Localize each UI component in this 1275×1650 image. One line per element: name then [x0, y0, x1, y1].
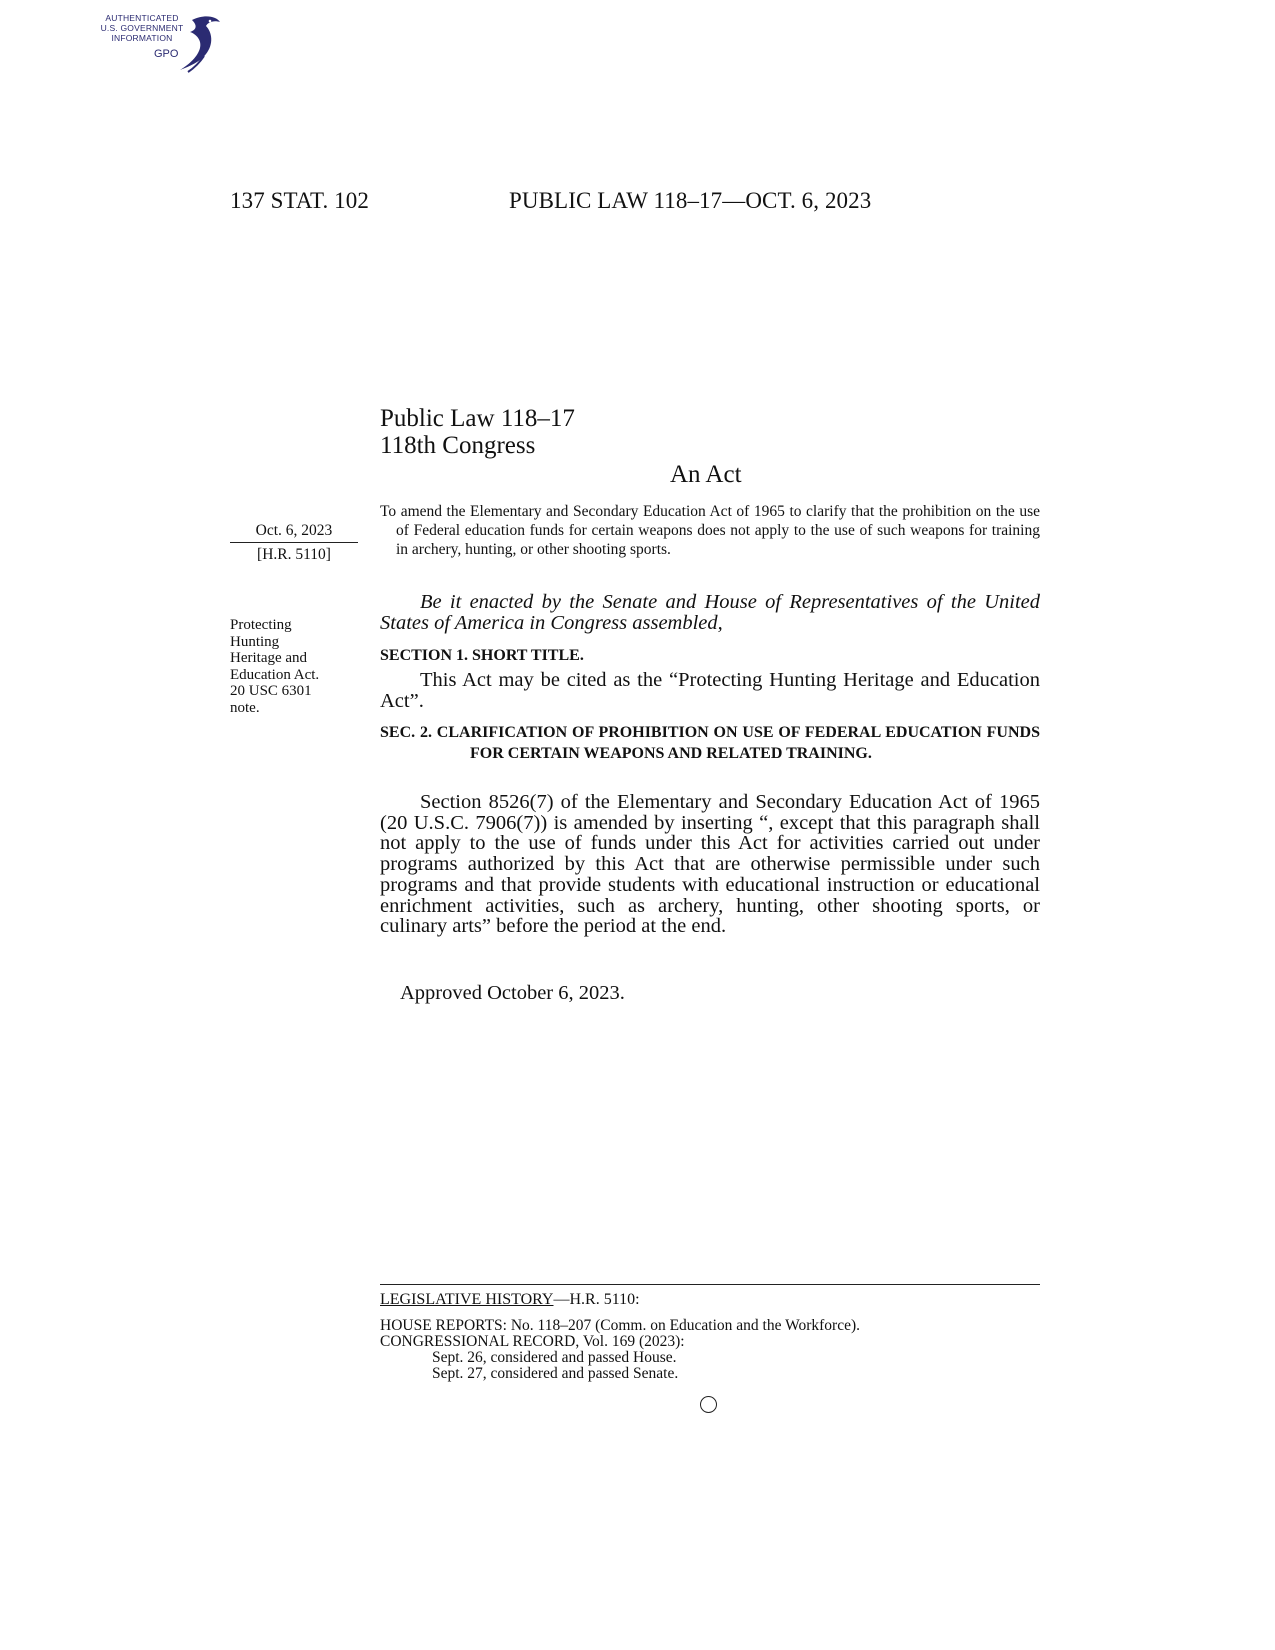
seal-line-1: AUTHENTICATED — [105, 13, 179, 23]
section-1-body: This Act may be cited as the “Protecting Hunting Heritage and Education Act”. — [380, 669, 1040, 712]
margin-date: Oct. 6, 2023 — [255, 522, 333, 539]
legislative-history-bill: —H.R. 5110: — [553, 1291, 640, 1308]
act-purpose: To amend the Elementary and Secondary Education Act of 1965 to clarify that the prohibition on the use of Federal education funds for certain weapons does not apply to the use of such weapons for training in archery, hunting, or other shooting sports. — [380, 503, 1040, 558]
margin-note-line: note. — [230, 699, 260, 716]
public-law-number: Public Law 118–17 — [380, 405, 575, 432]
margin-short-title-note — [230, 617, 360, 716]
seal-gpo-mark: GPO — [154, 48, 179, 60]
approval-date: Approved October 6, 2023. — [400, 982, 625, 1004]
margin-note-line: Education Act. — [230, 666, 320, 683]
house-reports: HOUSE REPORTS: No. 118–207 (Comm. on Education and the Workforce). — [380, 1317, 860, 1334]
eagle-seal-icon — [92, 10, 232, 80]
margin-bill-number: [H.R. 5110] — [257, 546, 331, 563]
seal-line-2: U.S. GOVERNMENT — [100, 23, 184, 33]
margin-note-line: Protecting — [230, 617, 292, 633]
running-header-title: PUBLIC LAW 118–17—OCT. 6, 2023 — [509, 188, 872, 213]
gpo-authentication-seal — [92, 10, 232, 80]
congress-number: 118th Congress — [380, 432, 536, 459]
record-entry: Sept. 27, considered and passed Senate. — [432, 1365, 679, 1382]
section-2-heading: SEC. 2. CLARIFICATION OF PROHIBITION ON USE OF FEDERAL EDUCATION FUNDS FOR CERTAIN WEAPONS AND RELATED TRAINING. — [380, 724, 1040, 762]
margin-note-line: 20 USC 6301 — [230, 683, 312, 699]
record-entry: Sept. 26, considered and passed House. — [432, 1349, 677, 1366]
margin-note-line: Hunting — [230, 633, 280, 650]
end-of-document-circle-icon — [700, 1396, 717, 1413]
seal-line-3: INFORMATION — [111, 33, 173, 43]
margin-rule — [230, 542, 358, 543]
enacting-clause: Be it enacted by the Senate and House of Representatives of the United States of America in Congress assembled, — [380, 591, 1040, 634]
statute-page-number: 137 STAT. 102 — [230, 188, 369, 213]
legislative-history-label: LEGISLATIVE HISTORY — [380, 1291, 554, 1308]
legislative-history-rule — [380, 1284, 1040, 1285]
congressional-record: CONGRESSIONAL RECORD, Vol. 169 (2023): — [380, 1333, 685, 1350]
margin-note-line: Heritage and — [230, 650, 308, 666]
legislative-history-title — [380, 1291, 640, 1309]
section-1-heading: SECTION 1. SHORT TITLE. — [380, 647, 584, 664]
act-heading: An Act — [670, 461, 742, 488]
section-2-body: Section 8526(7) of the Elementary and Secondary Education Act of 1965 (20 U.S.C. 7906(7)) is amended by inserting “, except that this paragraph shall not apply to the use of funds under this Act for activities carried out under programs authorized by this Act that are otherwise permissible under such programs and that provide students with educational instruction or educational enrichment activities, such as archery, hunting, other shooting sports, or culinary arts” before the period at the end. — [380, 791, 1040, 938]
